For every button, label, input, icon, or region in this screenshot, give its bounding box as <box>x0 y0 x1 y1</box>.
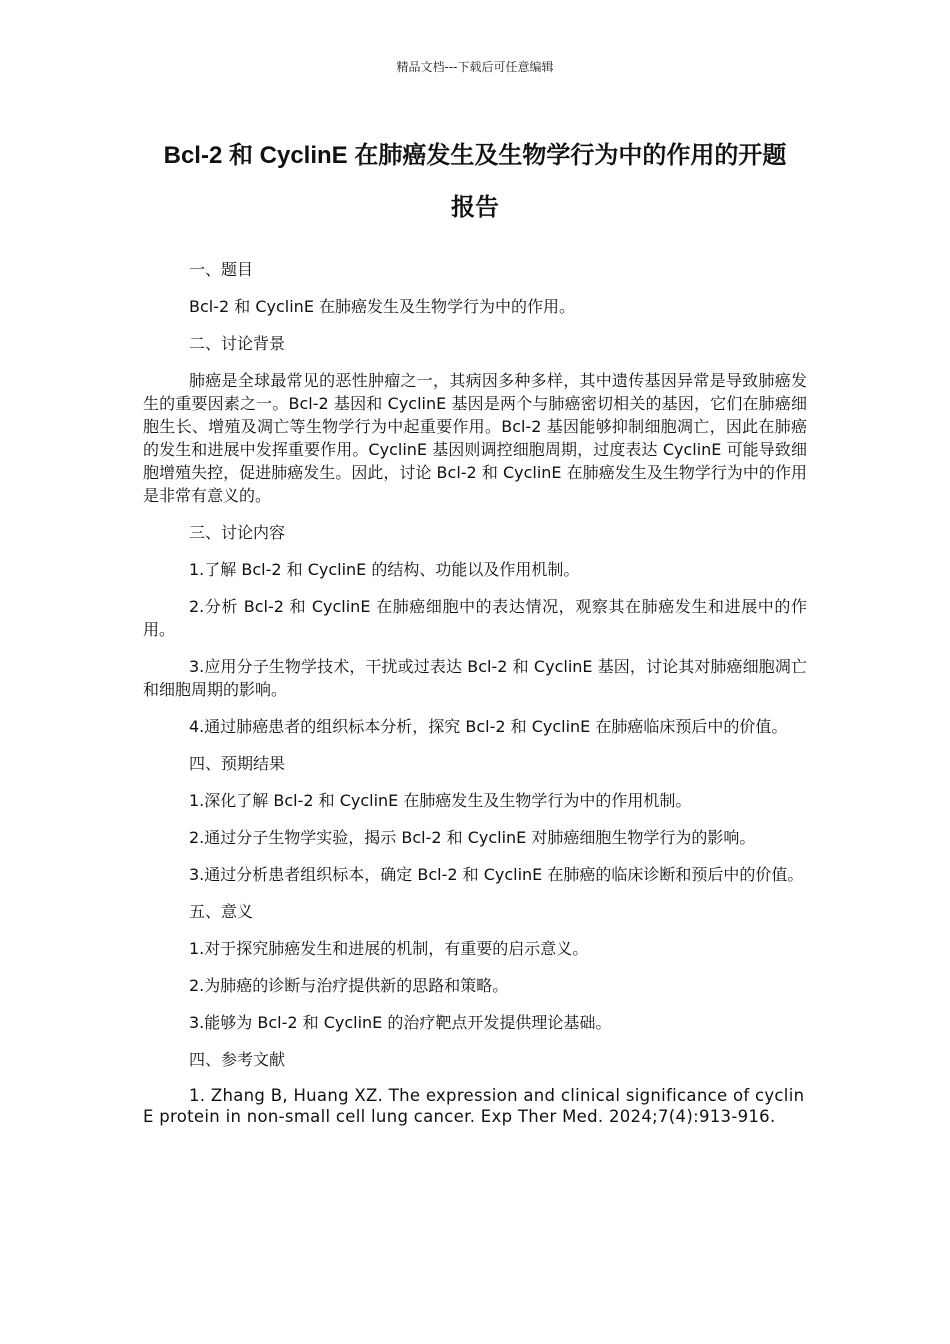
topic-text: Bcl-2 和 CyclinE 在肺癌发生及生物学行为中的作用。 <box>189 297 576 316</box>
content-item: 4.通过肺癌患者的组织标本分析，探究 Bcl-2 和 CyclinE 在肺癌临床预后中的价值。 <box>189 717 788 736</box>
section-heading-significance: 五、意义 <box>189 902 254 921</box>
section-heading-topic: 一、题目 <box>189 260 254 279</box>
content-item: 1.了解 Bcl-2 和 CyclinE 的结构、功能以及作用机制。 <box>189 560 580 579</box>
expected-result-item: 2.通过分子生物学实验，揭示 Bcl-2 和 CyclinE 对肺癌细胞生物学行为的影响。 <box>189 828 756 847</box>
title-line-2: 报告 <box>451 194 499 221</box>
section-heading-expected-results: 四、预期结果 <box>189 754 286 773</box>
significance-item: 3.能够为 Bcl-2 和 CyclinE 的治疗靶点开发提供理论基础。 <box>189 1013 612 1032</box>
content-item: 3.应用分子生物学技术，干扰或过表达 Bcl-2 和 CyclinE 基因，讨论其对肺癌细胞凋亡和细胞周期的影响。 <box>143 657 807 699</box>
significance-item: 2.为肺癌的诊断与治疗提供新的思路和策略。 <box>189 976 509 995</box>
title-line-1: Bcl-2 和 CyclinE 在肺癌发生及生物学行为中的作用的开题 <box>163 142 787 169</box>
section-heading-content: 三、讨论内容 <box>189 523 286 542</box>
section-heading-background: 二、讨论背景 <box>189 334 286 353</box>
background-paragraph: 肺癌是全球最常见的恶性肿瘤之一，其病因多种多样，其中遗传基因异常是导致肺癌发生的重要因素之一。Bcl-2 基因和 CyclinE 基因是两个与肺癌密切相关的基因，它们在肺癌细胞生长、增殖及凋亡等生物学行为中起重要作用。Bcl-2 基因能够抑制细胞凋亡，因此在肺癌的发生和进展中发挥重要作用。CyclinE 基因则调控细胞周期，过度表达 CyclinE 可能导致细胞增殖失控，促进肺癌发生。因此，讨论 Bcl-2 和 CyclinE 在肺癌发生及生物学行为中的作用是非常有意义的。 <box>143 371 807 505</box>
expected-result-item: 3.通过分析患者组织标本，确定 Bcl-2 和 CyclinE 在肺癌的临床诊断和预后中的价值。 <box>189 865 804 884</box>
reference-item: 1. Zhang B, Huang XZ. The expression and clinical significance of cyclin E protein in non-small cell lung cancer. Exp Ther Med. 2024;7(4):913-916. <box>143 1086 805 1126</box>
page-header: 精品文档---下载后可任意编辑 <box>396 60 554 74</box>
content-item: 2.分析 Bcl-2 和 CyclinE 在肺癌细胞中的表达情况，观察其在肺癌发生和进展中的作用。 <box>143 597 807 639</box>
document-title <box>140 130 810 234</box>
document-body <box>143 258 807 1127</box>
expected-result-item: 1.深化了解 Bcl-2 和 CyclinE 在肺癌发生及生物学行为中的作用机制。 <box>189 791 692 810</box>
significance-item: 1.对于探究肺癌发生和进展的机制，有重要的启示意义。 <box>189 939 589 958</box>
section-heading-references: 四、参考文献 <box>189 1050 286 1069</box>
